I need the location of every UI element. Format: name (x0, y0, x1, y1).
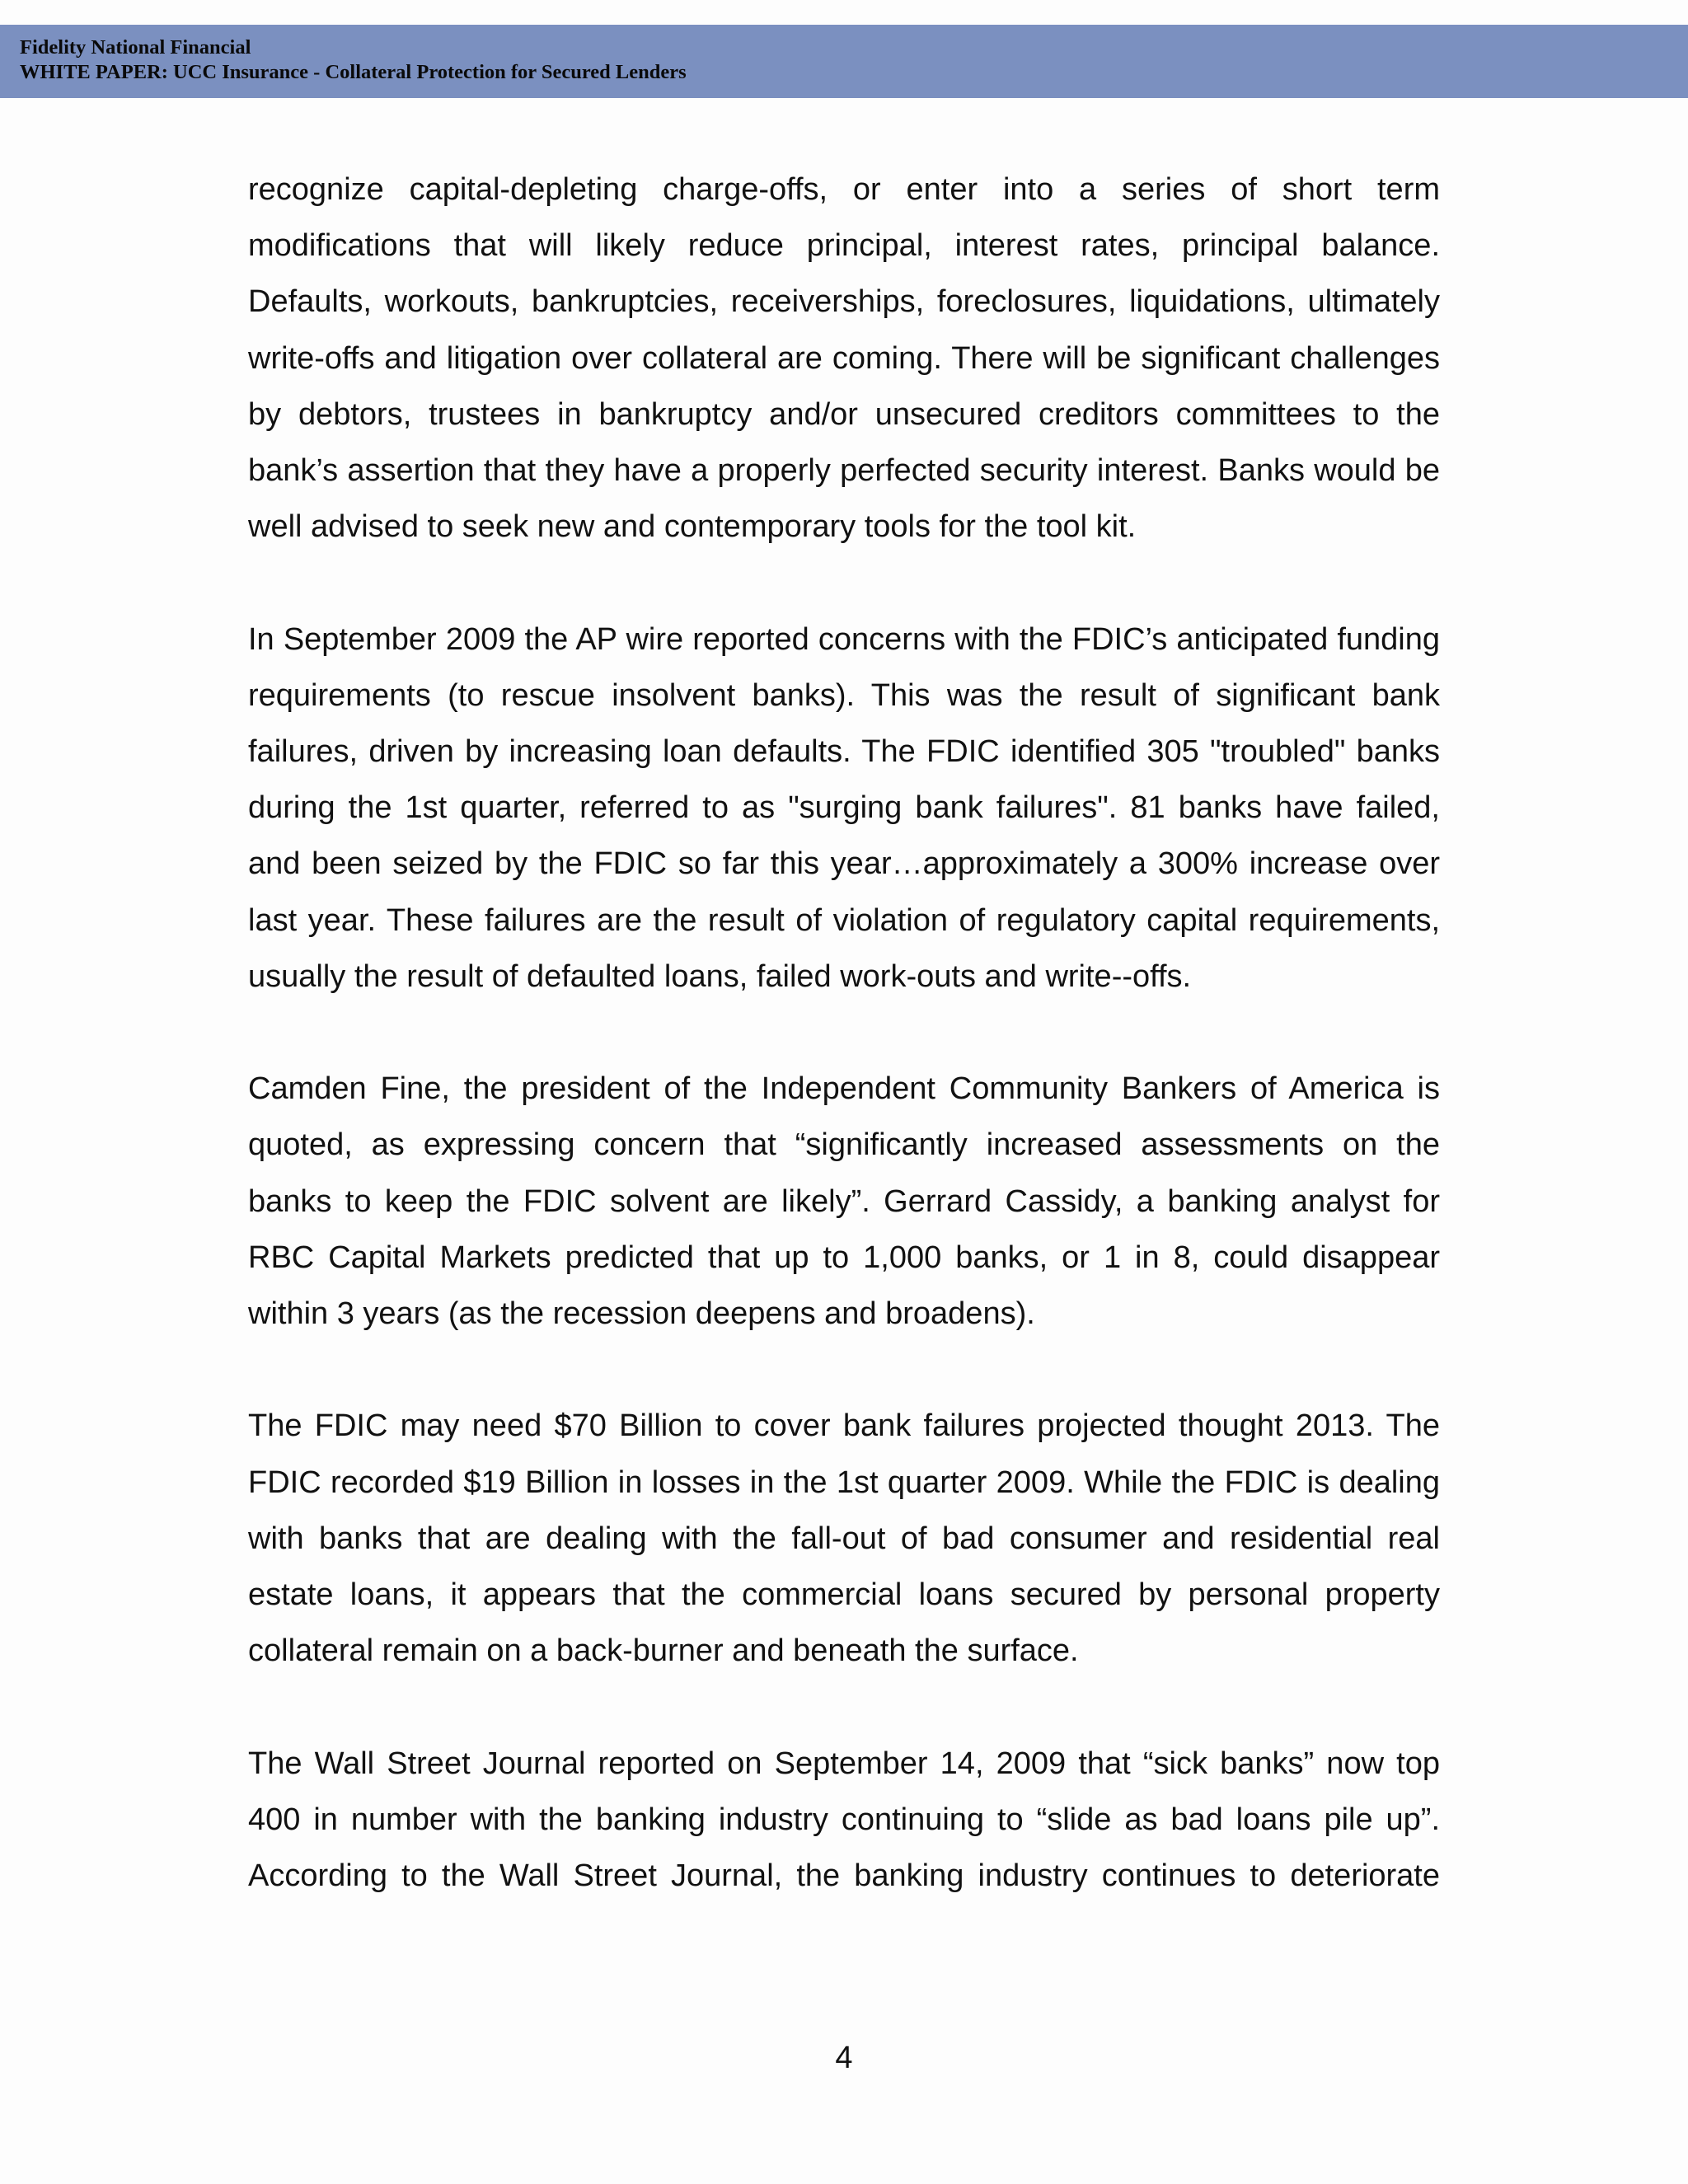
paragraph: recognize capital-depleting charge-offs, or enter into a series of short term modifications that will likely reduce principal, interest rates, principal balance. Defaults, workouts, bankruptcies, receiverships, foreclosures, liquidations, ultimately write-offs and litigation over collateral are coming. There will be significant challenges by debtors, trustees in bankruptcy and/or unsecured creditors committees to the bank’s assertion that they have a properly perfected security interest. Banks would be well advised to seek new and contemporary tools for the tool kit. (248, 172, 1440, 545)
header-company: Fidelity National Financial (20, 36, 251, 59)
page-number: 4 (835, 2041, 853, 2075)
paragraph: The FDIC may need $70 Billion to cover bank failures projected thought 2013. The FDIC recorded $19 Billion in losses in the 1st quarter 2009. While the FDIC is dealing with banks that are dealing with the fall-out of bad consumer and residential real estate loans, it appears that the commercial loans secured by personal property collateral remain on a back-burner and beneath the surface. (248, 1408, 1440, 1669)
paragraph: The Wall Street Journal reported on September 14, 2009 that “sick banks” now top 400 in number with the banking industry continuing to “slide as bad loans pile up”. According to the Wall Street Journal, the banking industry continues to deteriorate (248, 1746, 1440, 1894)
paragraph: In September 2009 the AP wire reported concerns with the FDIC’s anticipated funding requirements (to rescue insolvent banks). This was the result of significant bank failures, driven by increasing loan defaults. The FDIC identified 305 "troubled" banks during the 1st quarter, referred to as "surging bank failures". 81 banks have failed, and been seized by the FDIC so far this year…approximately a 300% increase over last year. These failures are the result of violation of regulatory capital requirements, usually the result of defaulted loans, failed work-outs and write--offs. (248, 621, 1440, 994)
document-header (0, 25, 1688, 98)
paragraph: Camden Fine, the president of the Independent Community Bankers of America is quoted, as expressing concern that “significantly increased assessments on the banks to keep the FDIC solvent are likely”. Gerrard Cassidy, a banking analyst for RBC Capital Markets predicted that up to 1,000 banks, or 1 in 8, could disappear within 3 years (as the recession deepens and broadens). (248, 1071, 1440, 1332)
body-text (248, 162, 1440, 1960)
header-title: WHITE PAPER: UCC Insurance - Collateral Protection for Secured Lenders (20, 61, 687, 83)
